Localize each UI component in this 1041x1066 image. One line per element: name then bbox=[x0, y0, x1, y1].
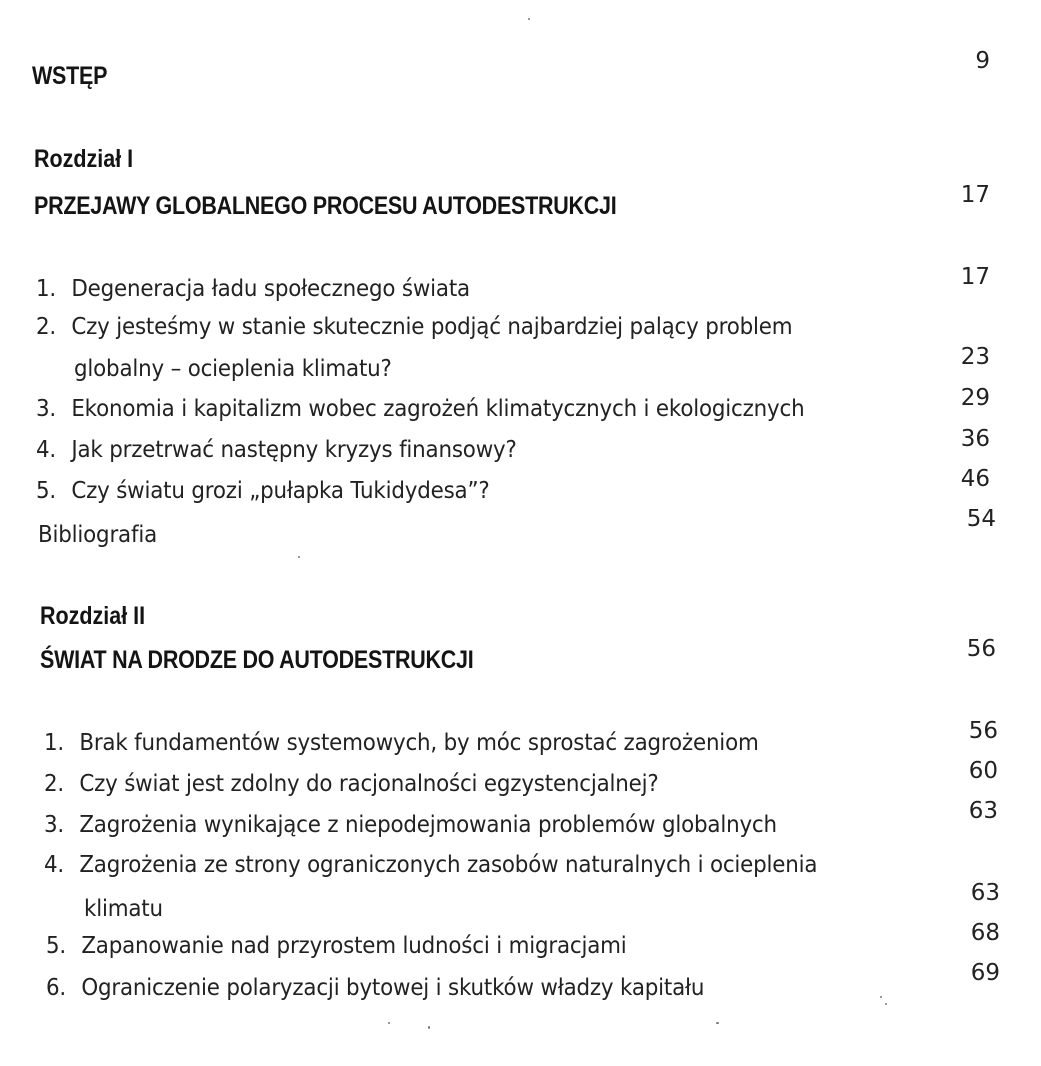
toc-entry-page: 23 bbox=[960, 344, 990, 370]
toc-entry-page: 56 bbox=[968, 718, 998, 744]
toc-entry-page: 68 bbox=[970, 920, 1000, 946]
toc-entry-page: 63 bbox=[970, 880, 1000, 906]
toc-entry-page: 17 bbox=[960, 264, 990, 290]
scan-speck bbox=[298, 556, 300, 558]
toc-entry-page: 60 bbox=[968, 758, 998, 784]
toc-entry: 3. Zagrożenia wynikające z niepodejmowania problemów globalnych bbox=[44, 812, 777, 838]
scan-speck bbox=[716, 1022, 719, 1024]
toc-entry: 4. Jak przetrwać następny kryzys finansowy? bbox=[36, 437, 517, 463]
chapter-1-title: PRZEJAWY GLOBALNEGO PROCESU AUTODESTRUKCJI bbox=[34, 192, 617, 220]
toc-entry-page: 29 bbox=[960, 385, 990, 411]
chapter-1-label: Rozdział I bbox=[34, 145, 134, 173]
toc-entry-continuation: klimatu bbox=[84, 896, 163, 922]
chapter-2-label: Rozdział II bbox=[40, 602, 146, 630]
bibliography-entry: Bibliografia bbox=[38, 522, 157, 548]
toc-entry: 4. Zagrożenia ze strony ograniczonych zasobów naturalnych i ocieplenia bbox=[44, 852, 818, 878]
scan-speck bbox=[885, 1003, 887, 1005]
scan-speck bbox=[880, 996, 882, 998]
scan-speck bbox=[428, 1026, 430, 1029]
intro-title: WSTĘP bbox=[32, 62, 108, 90]
toc-entry: 1. Brak fundamentów systemowych, by móc sprostać zagrożeniom bbox=[44, 730, 759, 756]
toc-entry: 2. Czy świat jest zdolny do racjonalności egzystencjalnej? bbox=[44, 771, 659, 797]
toc-entry-page: 46 bbox=[960, 466, 990, 492]
toc-entry-page: 69 bbox=[970, 960, 1000, 986]
chapter-2-page-number: 56 bbox=[966, 636, 996, 662]
toc-entry-continuation: globalny – ocieplenia klimatu? bbox=[74, 356, 392, 382]
toc-entry-page: 36 bbox=[960, 426, 990, 452]
scan-speck bbox=[528, 18, 530, 20]
scan-speck bbox=[388, 1022, 390, 1024]
intro-page-number: 9 bbox=[975, 48, 990, 74]
toc-entry: 2. Czy jesteśmy w stanie skutecznie podjąć najbardziej palący problem bbox=[36, 314, 793, 340]
toc-entry: 5. Czy światu grozi „pułapka Tukidydesa”? bbox=[36, 478, 490, 504]
toc-entry-page: 63 bbox=[968, 798, 998, 824]
bibliography-page: 54 bbox=[966, 506, 996, 532]
toc-entry: 1. Degeneracja ładu społecznego świata bbox=[36, 276, 470, 302]
toc-entry: 6. Ograniczenie polaryzacji bytowej i skutków władzy kapitału bbox=[46, 975, 705, 1001]
chapter-1-page-number: 17 bbox=[960, 182, 990, 208]
toc-entry: 5. Zapanowanie nad przyrostem ludności i migracjami bbox=[46, 933, 627, 959]
toc-entry: 3. Ekonomia i kapitalizm wobec zagrożeń klimatycznych i ekologicznych bbox=[36, 396, 805, 422]
chapter-2-title: ŚWIAT NA DRODZE DO AUTODESTRUKCJI bbox=[40, 646, 474, 674]
